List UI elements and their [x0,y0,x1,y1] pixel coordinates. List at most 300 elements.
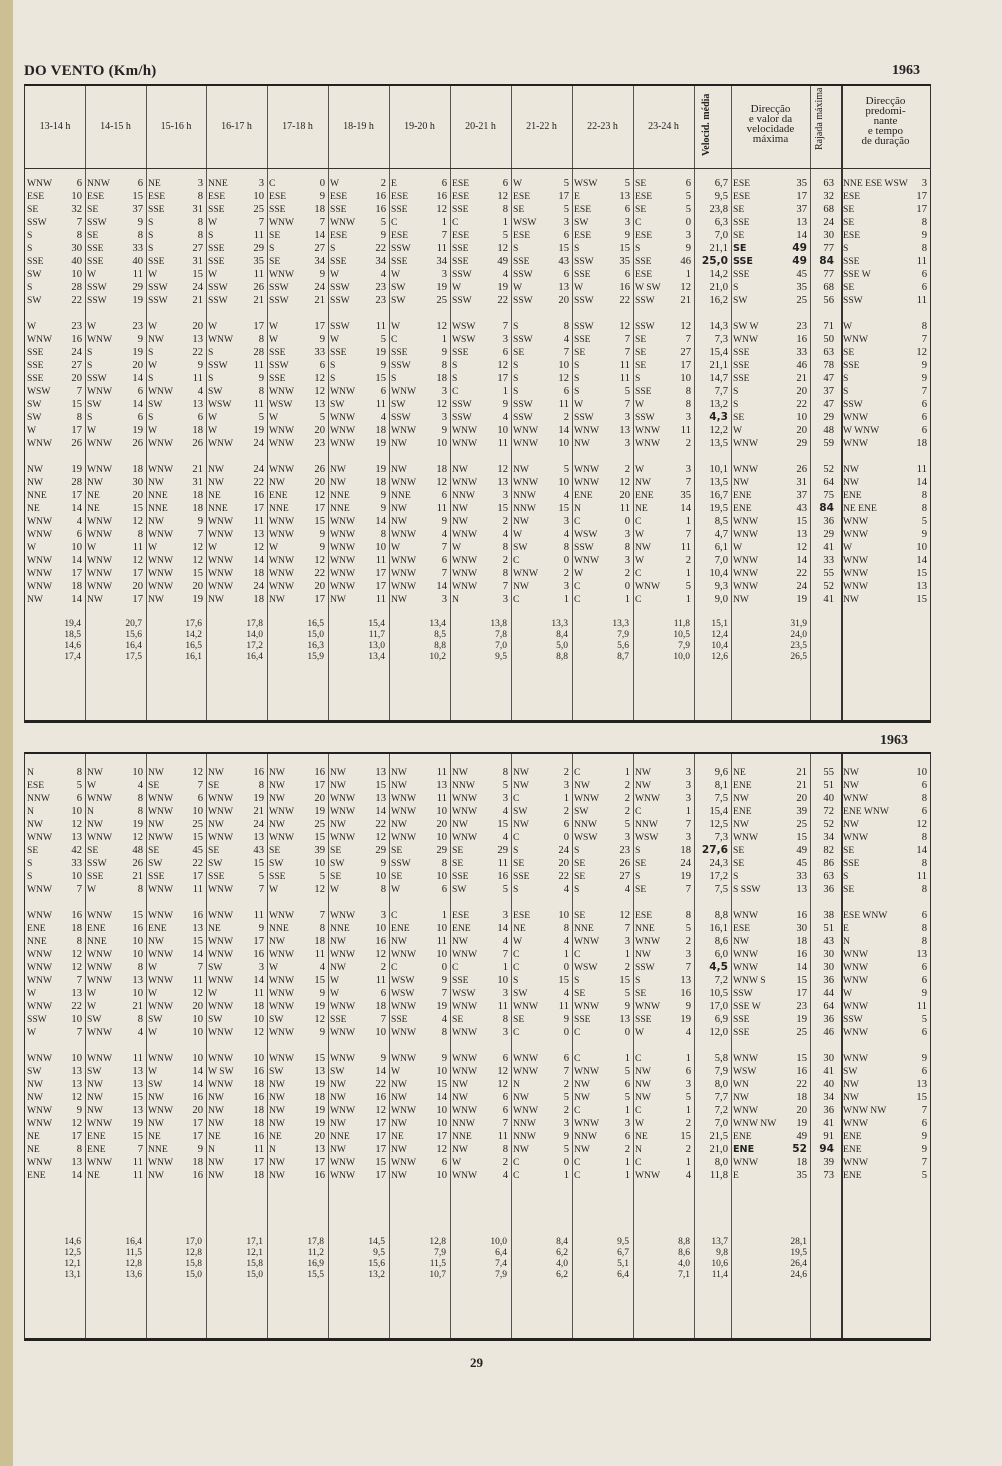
cell-direction: SSE [574,334,591,345]
cell-speed: 15 [497,819,508,830]
cell-direction: SSE [391,347,408,358]
cell-speed: 3 [685,780,691,791]
cell-speed: 13 [375,793,386,804]
cell-direction: SE [391,871,403,882]
cell-direction: SW [574,806,589,817]
page-edge [0,0,13,1466]
cell-direction: SSW [635,412,655,423]
average-value: 10,2 [429,652,446,662]
cell-speed: 17 [375,1118,386,1129]
average-value: 19,5 [790,1248,807,1258]
cell-speed: 27 [619,871,630,882]
average-value: 15,9 [307,652,324,662]
average-value: 16,5 [185,641,202,651]
cell-speed: 1 [441,910,447,921]
cell-direction: S [452,360,458,371]
cell-direction: WNW [269,910,295,921]
cell-speed: 3 [563,217,569,228]
cell-speed: 2 [380,178,386,189]
cell-direction: WNW [27,962,53,973]
cell-speed: 9 [441,1053,447,1064]
cell-direccao-max: ENE [733,503,752,514]
cell-direction: NNE [574,923,594,934]
table-row [25,1000,930,1013]
column-header-hour: 15-16 h [160,121,192,132]
cell-speed: 8 [137,529,143,540]
cell-direction: NNE [27,936,47,947]
cell-speed: 1 [624,1170,630,1181]
cell-direction: WNW [208,936,234,947]
cell-direction: ESE [452,910,470,921]
cell-duracao: 6 [921,1027,927,1038]
cell-speed: 3 [624,1118,630,1129]
cell-speed: 16 [253,767,264,778]
cell-speed: 10 [253,191,264,202]
cell-velocidade-max: 25 [796,1027,807,1038]
cell-duracao: 10 [916,542,927,553]
cell-direction: WNW [452,806,478,817]
cell-direction: WNW [391,555,417,566]
cell-speed: 6 [624,1079,630,1090]
cell-direction: WNW [27,884,53,895]
cell-rajada: 63 [823,178,834,189]
cell-duracao: 11 [916,256,927,267]
cell-direction: SSW [208,295,228,306]
cell-speed: 3 [685,464,691,475]
cell-direction: WNW [27,438,53,449]
cell-direction: WNW [330,1105,356,1116]
cell-direction: SE [513,1014,525,1025]
cell-rajada: 72 [823,806,834,817]
cell-direction: WNW [269,806,295,817]
cell-velocidade-media: 25,0 [701,255,728,267]
cell-speed: 15 [192,269,203,280]
cell-direction: NW [269,793,285,804]
cell-direction: WNW [269,386,295,397]
cell-velocidade-media: 16,2 [709,295,728,306]
cell-speed: 15 [375,373,386,384]
table-row [25,961,930,974]
cell-direction: NW [330,1092,346,1103]
cell-speed: 14 [375,516,386,527]
cell-speed: 15 [132,1131,143,1142]
cell-direccao-max: SSE [733,217,750,228]
cell-direction: SW [148,1079,163,1090]
cell-duracao: 9 [921,1053,927,1064]
cell-speed: 8 [258,334,264,345]
average-value: 15,8 [246,1259,263,1269]
average-value: 7,9 [495,1270,507,1280]
cell-rajada: 77 [823,243,834,254]
cell-velocidade-media: 9,5 [714,191,728,202]
cell-rajada: 73 [823,1170,834,1181]
cell-speed: 22 [192,858,203,869]
cell-speed: 27 [192,243,203,254]
cell-speed: 6 [563,230,569,241]
cell-speed: 9 [319,191,325,202]
cell-direction: NW [391,780,407,791]
average-value: 12,4 [711,630,728,640]
cell-rajada: 91 [823,1131,834,1142]
cell-speed: 0 [624,581,630,592]
cell-speed: 28 [253,347,264,358]
cell-speed: 19 [132,1118,143,1129]
cell-speed: 20 [436,819,447,830]
cell-speed: 16 [192,1170,203,1181]
average-value: 12,1 [246,1248,263,1258]
cell-speed: 22 [375,243,386,254]
average-value: 11,5 [429,1259,446,1269]
cell-direction: NW [391,516,407,527]
cell-speed: 10 [192,1027,203,1038]
cell-direction: W [148,321,158,332]
cell-velocidade-media: 4,7 [714,529,728,540]
cell-speed: 14 [436,1092,447,1103]
cell-speed: 8 [502,1014,508,1025]
cell-speed: 7 [319,910,325,921]
cell-rajada: 64 [823,1001,834,1012]
cell-direccao-max: SSE [733,373,750,384]
cell-speed: 13 [314,399,325,410]
cell-duracao: 14 [916,477,927,488]
cell-direction: WNW [269,464,295,475]
cell-speed: 17 [314,503,325,514]
cell-direction: W [269,542,279,553]
cell-direction: WNW [635,936,661,947]
cell-direction: WNW [391,1053,417,1064]
average-value: 24,6 [790,1270,807,1280]
cell-direccao-max: WNW [733,529,759,540]
average-value: 13,3 [612,619,629,629]
cell-speed: 11 [132,1053,143,1064]
cell-rajada: 78 [823,360,834,371]
cell-speed: 6 [441,490,447,501]
cell-speed: 2 [624,1144,630,1155]
cell-predominante: ENE [843,490,862,501]
cell-velocidade-max: 20 [796,386,807,397]
cell-direction: SSW [87,282,107,293]
cell-speed: 15 [375,1157,386,1168]
cell-direction: ENE [391,923,410,934]
average-value: 6,2 [556,1248,568,1258]
cell-speed: 8 [502,767,508,778]
cell-rajada: 55 [823,568,834,579]
cell-speed: 4 [502,1170,508,1181]
cell-direction: WNW [513,425,539,436]
cell-speed: 12 [619,477,630,488]
cell-direction: NE [27,1131,40,1142]
cell-direction: S [635,975,641,986]
cell-velocidade-media: 16,1 [709,923,728,934]
cell-direction: WNW [269,529,295,540]
cell-direction: SW [87,1066,102,1077]
cell-speed: 19 [132,425,143,436]
cell-speed: 18 [192,490,203,501]
averages-row [25,641,930,652]
cell-speed: 21 [192,295,203,306]
cell-direction: SE [513,347,525,358]
cell-predominante: ESE [843,230,861,241]
cell-rajada: 63 [823,347,834,358]
cell-velocidade-max: 17 [796,988,807,999]
cell-speed: 18 [192,425,203,436]
cell-direction: WNW [452,1170,478,1181]
column-header-velocidade: Velocid. média [701,93,712,156]
table-section-2 [24,752,931,1341]
cell-speed: 12 [314,884,325,895]
average-value: 15,6 [368,1259,385,1269]
table-row [25,463,930,476]
cell-duracao: 8 [921,936,927,947]
cell-duracao: 6 [921,425,927,436]
cell-speed: 11 [375,555,386,566]
cell-direction: SSW [269,360,289,371]
average-value: 16,4 [246,652,263,662]
cell-direction: WNW [269,1001,295,1012]
cell-speed: 4 [380,412,386,423]
table-row [25,528,930,541]
cell-speed: 13 [680,975,691,986]
cell-direction: SSE [452,256,469,267]
cell-velocidade-media: 6,3 [714,217,728,228]
cell-direction: SSE [452,975,469,986]
cell-speed: 7 [76,217,82,228]
cell-direction: NW [635,477,651,488]
cell-direction: W [148,542,158,553]
average-value: 19,4 [64,619,81,629]
cell-speed: 14 [192,1079,203,1090]
cell-speed: 20 [619,490,630,501]
cell-direction: W [87,1001,97,1012]
cell-direction: SSE [87,871,104,882]
cell-speed: 11 [375,975,386,986]
cell-direction: SW [148,1014,163,1025]
cell-speed: 26 [619,858,630,869]
cell-direction: W [208,542,218,553]
cell-speed: 1 [502,386,508,397]
cell-direction: SW [452,884,467,895]
cell-speed: 17 [71,1131,82,1142]
cell-speed: 20 [132,360,143,371]
cell-duracao: 7 [921,386,927,397]
cell-rajada: 84 [819,502,834,514]
cell-speed: 12 [558,373,569,384]
cell-velocidade-media: 19,5 [709,503,728,514]
cell-direction: NE [208,490,221,501]
cell-speed: 1 [685,594,691,605]
cell-speed: 13 [71,1157,82,1168]
cell-direction: SSE [391,204,408,215]
cell-speed: 7 [258,884,264,895]
cell-direction: SE [635,858,647,869]
cell-velocidade-max: 15 [796,516,807,527]
cell-direction: N [635,1144,642,1155]
cell-direction: E [574,191,580,202]
average-value: 15,4 [368,619,385,629]
cell-speed: 4 [563,490,569,501]
cell-speed: 31 [192,477,203,488]
cell-speed: 3 [685,949,691,960]
cell-speed: 8 [319,923,325,934]
average-value: 11,4 [711,1270,728,1280]
cell-speed: 7 [319,217,325,228]
cell-speed: 3 [685,412,691,423]
cell-predominante: WNW [843,1053,869,1064]
cell-direction: WNW [87,832,113,843]
cell-speed: 8 [685,910,691,921]
cell-speed: 32 [71,204,82,215]
average-value: 16,3 [307,641,324,651]
cell-speed: 17 [375,568,386,579]
cell-direction: WNW [330,581,356,592]
cell-direction: NW [391,464,407,475]
cell-direction: SE [208,845,220,856]
cell-speed: 16 [253,1092,264,1103]
cell-velocidade-max: 14 [796,962,807,973]
cell-speed: 26 [132,858,143,869]
cell-velocidade-max: 52 [792,1143,807,1155]
cell-speed: 8 [197,230,203,241]
cell-velocidade-media: 12,0 [709,1027,728,1038]
cell-velocidade-max: 29 [796,438,807,449]
cell-speed: 3 [441,412,447,423]
cell-speed: 3 [441,386,447,397]
cell-direction: NW [27,477,43,488]
cell-speed: 17 [192,1131,203,1142]
column-header-hour: 13-14 h [39,121,71,132]
cell-direction: WNW [452,1066,478,1077]
cell-rajada: 47 [823,399,834,410]
cell-velocidade-media: 7,2 [714,975,728,986]
table-row [25,870,930,883]
average-value: 12,8 [429,1237,446,1247]
cell-speed: 10 [436,1170,447,1181]
cell-speed: 34 [375,256,386,267]
average-value: 24,0 [790,630,807,640]
cell-direction: W [148,360,158,371]
cell-speed: 9 [197,1144,203,1155]
cell-speed: 11 [253,910,264,921]
cell-direction: NW [87,1105,103,1116]
cell-predominante: WNW [843,412,869,423]
average-value: 12,8 [185,1248,202,1258]
cell-direction: S [87,347,93,358]
cell-direction: S [87,412,93,423]
average-value: 10,0 [490,1237,507,1247]
average-value: 13,0 [368,641,385,651]
cell-speed: 4 [137,780,143,791]
averages-row [25,1248,930,1259]
cell-speed: 22 [619,295,630,306]
cell-speed: 2 [685,438,691,449]
cell-speed: 19 [314,1118,325,1129]
cell-speed: 17 [192,1118,203,1129]
cell-speed: 17 [253,321,264,332]
cell-speed: 14 [71,594,82,605]
cell-predominante: ENE [843,1170,862,1181]
cell-direction: NW [513,464,529,475]
cell-speed: 13 [314,1066,325,1077]
cell-direction: WNW [574,1001,600,1012]
average-value: 9,5 [495,652,507,662]
cell-direction: SW [87,399,102,410]
table-row [25,1026,930,1039]
cell-direction: WNW [27,568,53,579]
cell-direction: SE [574,871,586,882]
cell-speed: 16 [253,490,264,501]
cell-speed: 12 [497,360,508,371]
cell-speed: 12 [192,767,203,778]
cell-speed: 4 [563,334,569,345]
cell-direction: SW [574,217,589,228]
column-header-hour: 14-15 h [100,121,131,132]
cell-rajada: 41 [823,542,834,553]
cell-speed: 16 [375,1092,386,1103]
cell-direction: WNW [330,949,356,960]
cell-speed: 12 [71,962,82,973]
cell-direction: NE [208,1131,221,1142]
cell-direction: WSW [452,988,476,999]
cell-speed: 12 [436,204,447,215]
cell-speed: 19 [375,438,386,449]
cell-speed: 9 [380,490,386,501]
cell-speed: 3 [624,936,630,947]
cell-velocidade-max: 15 [796,832,807,843]
cell-direction: SSW [330,282,350,293]
table-row [25,255,930,268]
cell-speed: 6 [685,1066,691,1077]
cell-speed: 10 [132,949,143,960]
average-value: 26,5 [790,652,807,662]
cell-speed: 18 [253,594,264,605]
cell-direction: SW [27,412,42,423]
cell-rajada: 68 [823,204,834,215]
cell-direction: SSW [330,321,350,332]
cell-direction: SSE [452,204,469,215]
cell-speed: 3 [197,178,203,189]
cell-speed: 14 [71,1170,82,1181]
cell-speed: 30 [71,243,82,254]
average-value: 8,8 [678,1237,690,1247]
cell-direction: W [391,1066,401,1077]
cell-direction: NW [391,438,407,449]
cell-direction: W [27,321,37,332]
cell-speed: 26 [253,282,264,293]
cell-direction: WNW [391,832,417,843]
averages-row [25,1237,930,1248]
cell-speed: 9 [380,858,386,869]
cell-speed: 17 [314,321,325,332]
cell-rajada: 63 [823,871,834,882]
cell-speed: 8 [563,923,569,934]
cell-direction: WNW [87,1053,113,1064]
cell-direccao-max: W [733,425,743,436]
cell-direction: W [148,988,158,999]
cell-duracao: 12 [916,347,927,358]
cell-velocidade-max: 37 [796,204,807,215]
cell-duracao: 6 [921,962,927,973]
cell-predominante: ESE WNW [843,910,888,921]
cell-direction: NW [391,1144,407,1155]
average-value: 5,6 [617,641,629,651]
cell-speed: 18 [375,477,386,488]
cell-direction: WNW [574,936,600,947]
cell-direction: WNW [574,1066,600,1077]
cell-direction: W [330,178,340,189]
cell-velocidade-media: 13,5 [709,477,728,488]
cell-speed: 30 [132,477,143,488]
cell-direction: S [148,217,154,228]
